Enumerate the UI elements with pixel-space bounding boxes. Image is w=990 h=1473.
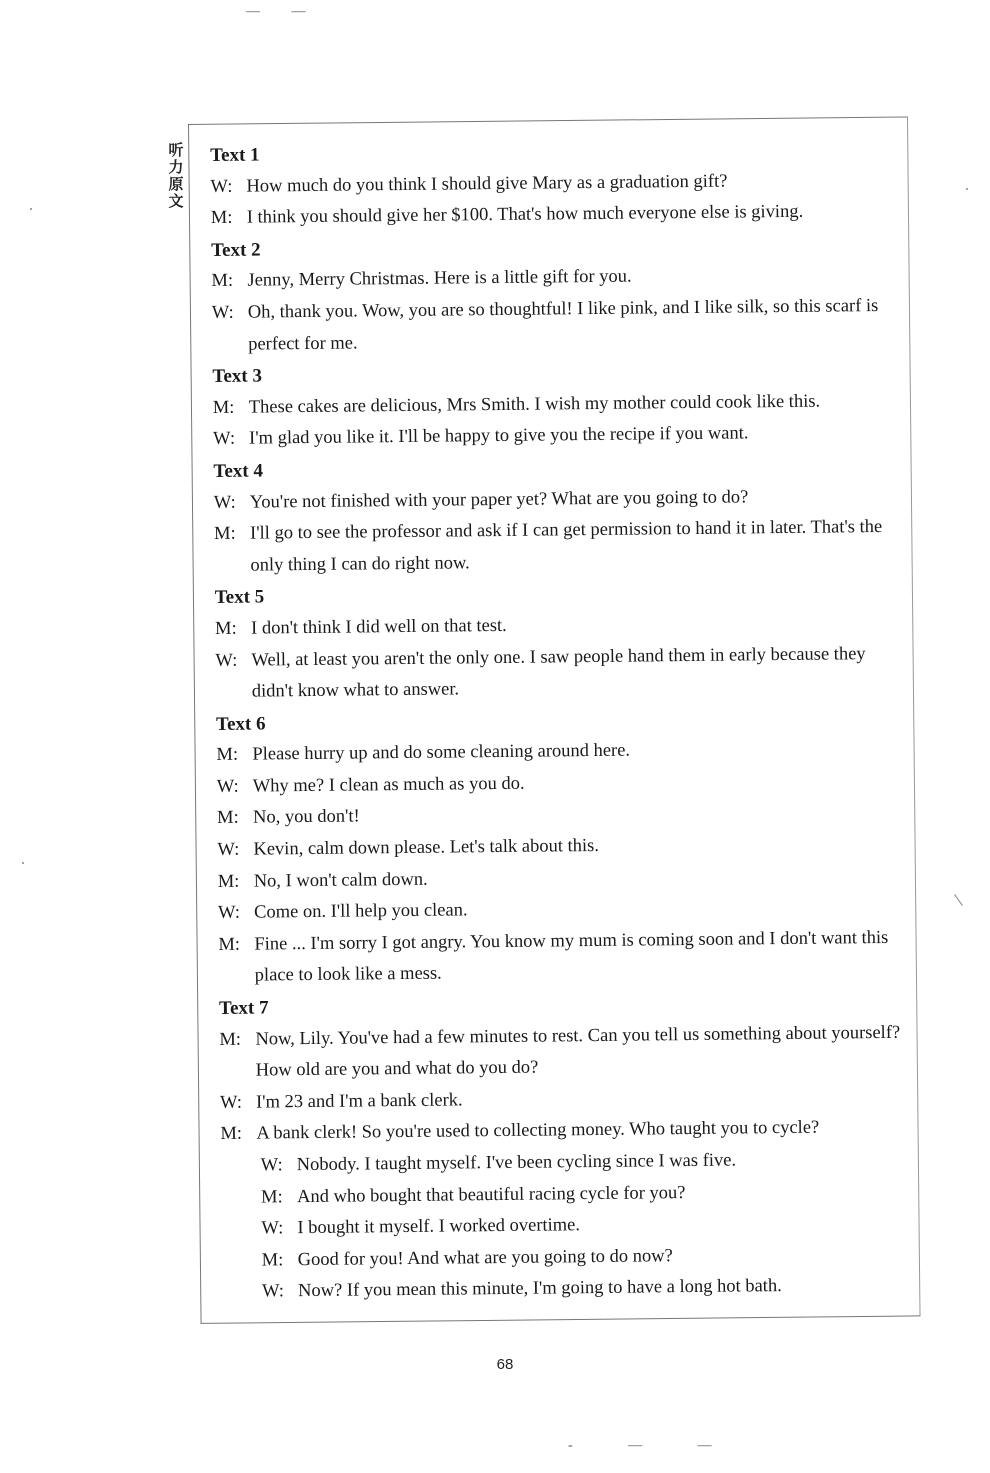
dialogue-text: Now? If you mean this minute, I'm going to have a long hot bath.: [297, 1276, 782, 1302]
speaker-label: W:: [211, 302, 234, 323]
dialogue-text: Oh, thank you. Wow, you are so thoughtful! I like pink, and I like silk, so this scarf is perfect for me.: [247, 295, 879, 355]
dialogue-text: Fine ... I'm sorry I got angry. You know my mum is coming soon and I don't want this place to look like a mess.: [254, 927, 889, 987]
dialogue-text: You're not finished with your paper yet? What are you going to do?: [249, 486, 749, 513]
section-text-7: [219, 986, 912, 1309]
transcript-content: [210, 133, 912, 1309]
side-label-char: 文: [168, 192, 184, 210]
scan-speck: [954, 894, 963, 906]
scan-speck: [30, 208, 32, 210]
speaker-label: M:: [260, 1186, 283, 1208]
speaker-label: W:: [213, 492, 236, 513]
dialogue-text: Nobody. I taught myself. I've been cycling since I was five.: [296, 1150, 737, 1176]
speaker-label: M:: [220, 1124, 243, 1145]
speaker-label: M:: [212, 397, 235, 418]
dialogue-text: Good for you! And what are you going to do now?: [297, 1245, 673, 1270]
speaker-label: W:: [261, 1218, 284, 1239]
side-label-char: 原: [168, 175, 184, 193]
speaker-label: M:: [219, 1029, 242, 1050]
scan-speck: [22, 862, 24, 864]
dialogue-text: No, you don't!: [252, 806, 360, 829]
scan-speck: [966, 188, 968, 190]
speaker-label: W:: [219, 1092, 243, 1113]
dialogue-line: [219, 1017, 910, 1087]
section-heading: Text 3: [212, 365, 263, 388]
dialogue-text: Kevin, calm down please. Let's talk about this.: [253, 836, 600, 860]
speaker-label: W:: [216, 776, 239, 797]
bottom-scan-marks: - — —: [568, 1438, 738, 1453]
speaker-label: M:: [215, 618, 237, 639]
speaker-label: M:: [217, 871, 240, 892]
speaker-label: M:: [218, 934, 241, 955]
dialogue-line: [212, 291, 903, 361]
side-label-char: 听: [168, 141, 184, 159]
dialogue-text: Well, at least you aren't the only one. I saw people hand them in early because they didn't know what to answer.: [251, 643, 866, 702]
section-heading: Text 1: [210, 144, 260, 166]
section-heading: Text 2: [211, 239, 261, 261]
dialogue-text: I think you should give her $100. That's how much everyone else is giving.: [246, 201, 804, 228]
page-number: 68: [496, 1356, 514, 1373]
dialogue-text: Please hurry up and do some cleaning around here.: [252, 740, 631, 765]
dialogue-text: No, I won't calm down.: [253, 869, 428, 892]
speaker-label: M:: [210, 207, 233, 229]
speaker-label: W:: [261, 1281, 285, 1302]
dialogue-text: Why me? I clean as much as you do.: [252, 773, 525, 797]
speaker-label: W:: [217, 839, 240, 861]
dialogue-text: I'm 23 and I'm a bank clerk.: [255, 1090, 463, 1113]
speaker-label: M:: [211, 271, 234, 292]
section-text-4: [213, 449, 904, 583]
side-label-char: 力: [168, 158, 184, 176]
section-text-3: [212, 354, 903, 456]
dialogue-text: A bank clerk! So you're used to collecting money. Who taught you to cycle?: [256, 1118, 820, 1144]
dialogue-text: Now, Lily. You've had a few minutes to rest. Can you tell us something about yourself? How old are you and what do you do?: [255, 1022, 901, 1081]
section-heading: Text 5: [214, 586, 265, 609]
side-label: [166, 142, 186, 210]
dialogue-text: These cakes are delicious, Mrs Smith. I wish my mother could cook like this.: [248, 391, 821, 418]
dialogue-text: I'm glad you like it. I'll be happy to give you the recipe if you want.: [249, 423, 749, 449]
dialogue-line: [215, 638, 906, 708]
dialogue-line: [214, 512, 905, 582]
section-text-5: [215, 575, 906, 709]
dialogue-text: Come on. I'll help you clean.: [253, 900, 468, 923]
section-text-1: [210, 133, 901, 235]
speaker-label: W:: [213, 429, 236, 450]
speaker-label: W:: [210, 176, 233, 197]
dialogue-text: And who bought that beautiful racing cycle for you?: [296, 1182, 686, 1207]
speaker-label: M:: [261, 1250, 284, 1271]
speaker-label: M:: [216, 745, 239, 766]
speaker-label: W:: [215, 650, 238, 671]
top-scan-marks: — —: [246, 4, 320, 19]
section-heading: Text 7: [218, 997, 269, 1019]
section-text-2: [211, 228, 902, 362]
section-heading: Text 6: [216, 713, 266, 735]
speaker-label: W:: [260, 1155, 283, 1176]
dialogue-text: I bought it myself. I worked overtime.: [297, 1215, 581, 1239]
section-heading: Text 4: [213, 460, 264, 482]
dialogue-text: I'll go to see the professor and ask if I can get permission to hand it in later. That's the only thing I can do right now.: [250, 517, 883, 576]
dialogue-line: [218, 923, 909, 993]
speaker-label: M:: [217, 808, 239, 829]
dialogue-text: How much do you think I should give Mary as a graduation gift?: [246, 171, 728, 197]
dialogue-text: I don't think I did well on that test.: [251, 615, 507, 639]
speaker-label: W:: [217, 902, 241, 924]
section-text-6: [216, 701, 909, 993]
speaker-label: M:: [214, 523, 236, 545]
dialogue-text: Jenny, Merry Christmas. Here is a little gift for you.: [247, 266, 632, 291]
